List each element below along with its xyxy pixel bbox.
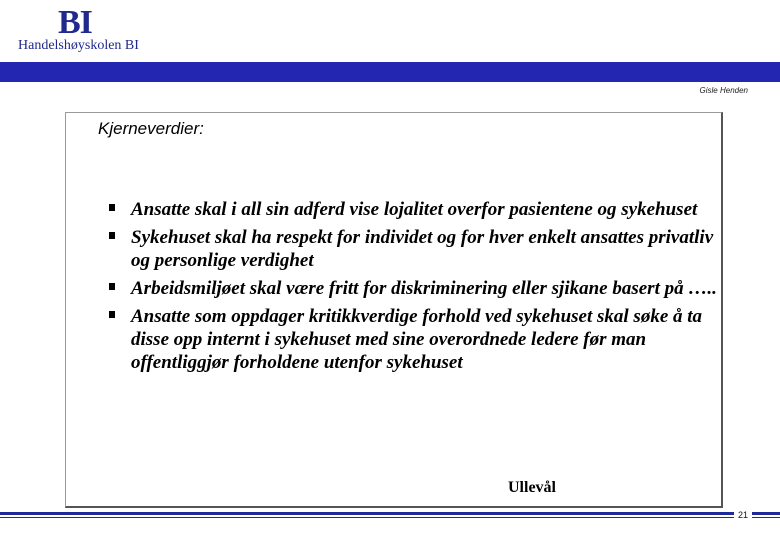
footer-rule (0, 512, 780, 515)
footer-rule-thin (0, 517, 780, 518)
logo-name: Handelshøyskolen BI (18, 38, 139, 53)
bullet-text: Ansatte skal i all sin adferd vise lojalitet overfor pasientene og sykehuset (131, 199, 698, 220)
bullet-item (106, 226, 726, 272)
bullet-text: Arbeidsmiljøet skal være fritt for diskriminering eller sjikane basert på ….. (131, 278, 717, 299)
bullet-text: Ansatte som oppdager kritikkverdige forhold ved sykehuset skal søke å ta disse opp internt i sykehuset med sine overordnede ledere før man offentliggjør forholdene utenfor sykehuset (131, 306, 703, 373)
source-label: Ullevål (508, 479, 556, 496)
square-bullet-icon (109, 204, 115, 211)
bullet-list (106, 198, 726, 379)
square-bullet-icon (109, 311, 115, 318)
bullet-text: Sykehuset skal ha respekt for individet og for hver enkelt ansattes privatliv og personlige verdighet (131, 227, 714, 271)
bullet-item (106, 277, 726, 300)
bullet-item (106, 305, 726, 374)
bi-logo (18, 6, 148, 54)
square-bullet-icon (109, 232, 115, 239)
author-name: Gisle Henden (699, 86, 748, 95)
page-number: 21 (734, 509, 752, 521)
header-band (0, 62, 780, 82)
bullet-item (106, 198, 726, 221)
slide-heading: Kjerneverdier: (98, 119, 204, 138)
logo-mark: BI (58, 4, 92, 41)
square-bullet-icon (109, 283, 115, 290)
